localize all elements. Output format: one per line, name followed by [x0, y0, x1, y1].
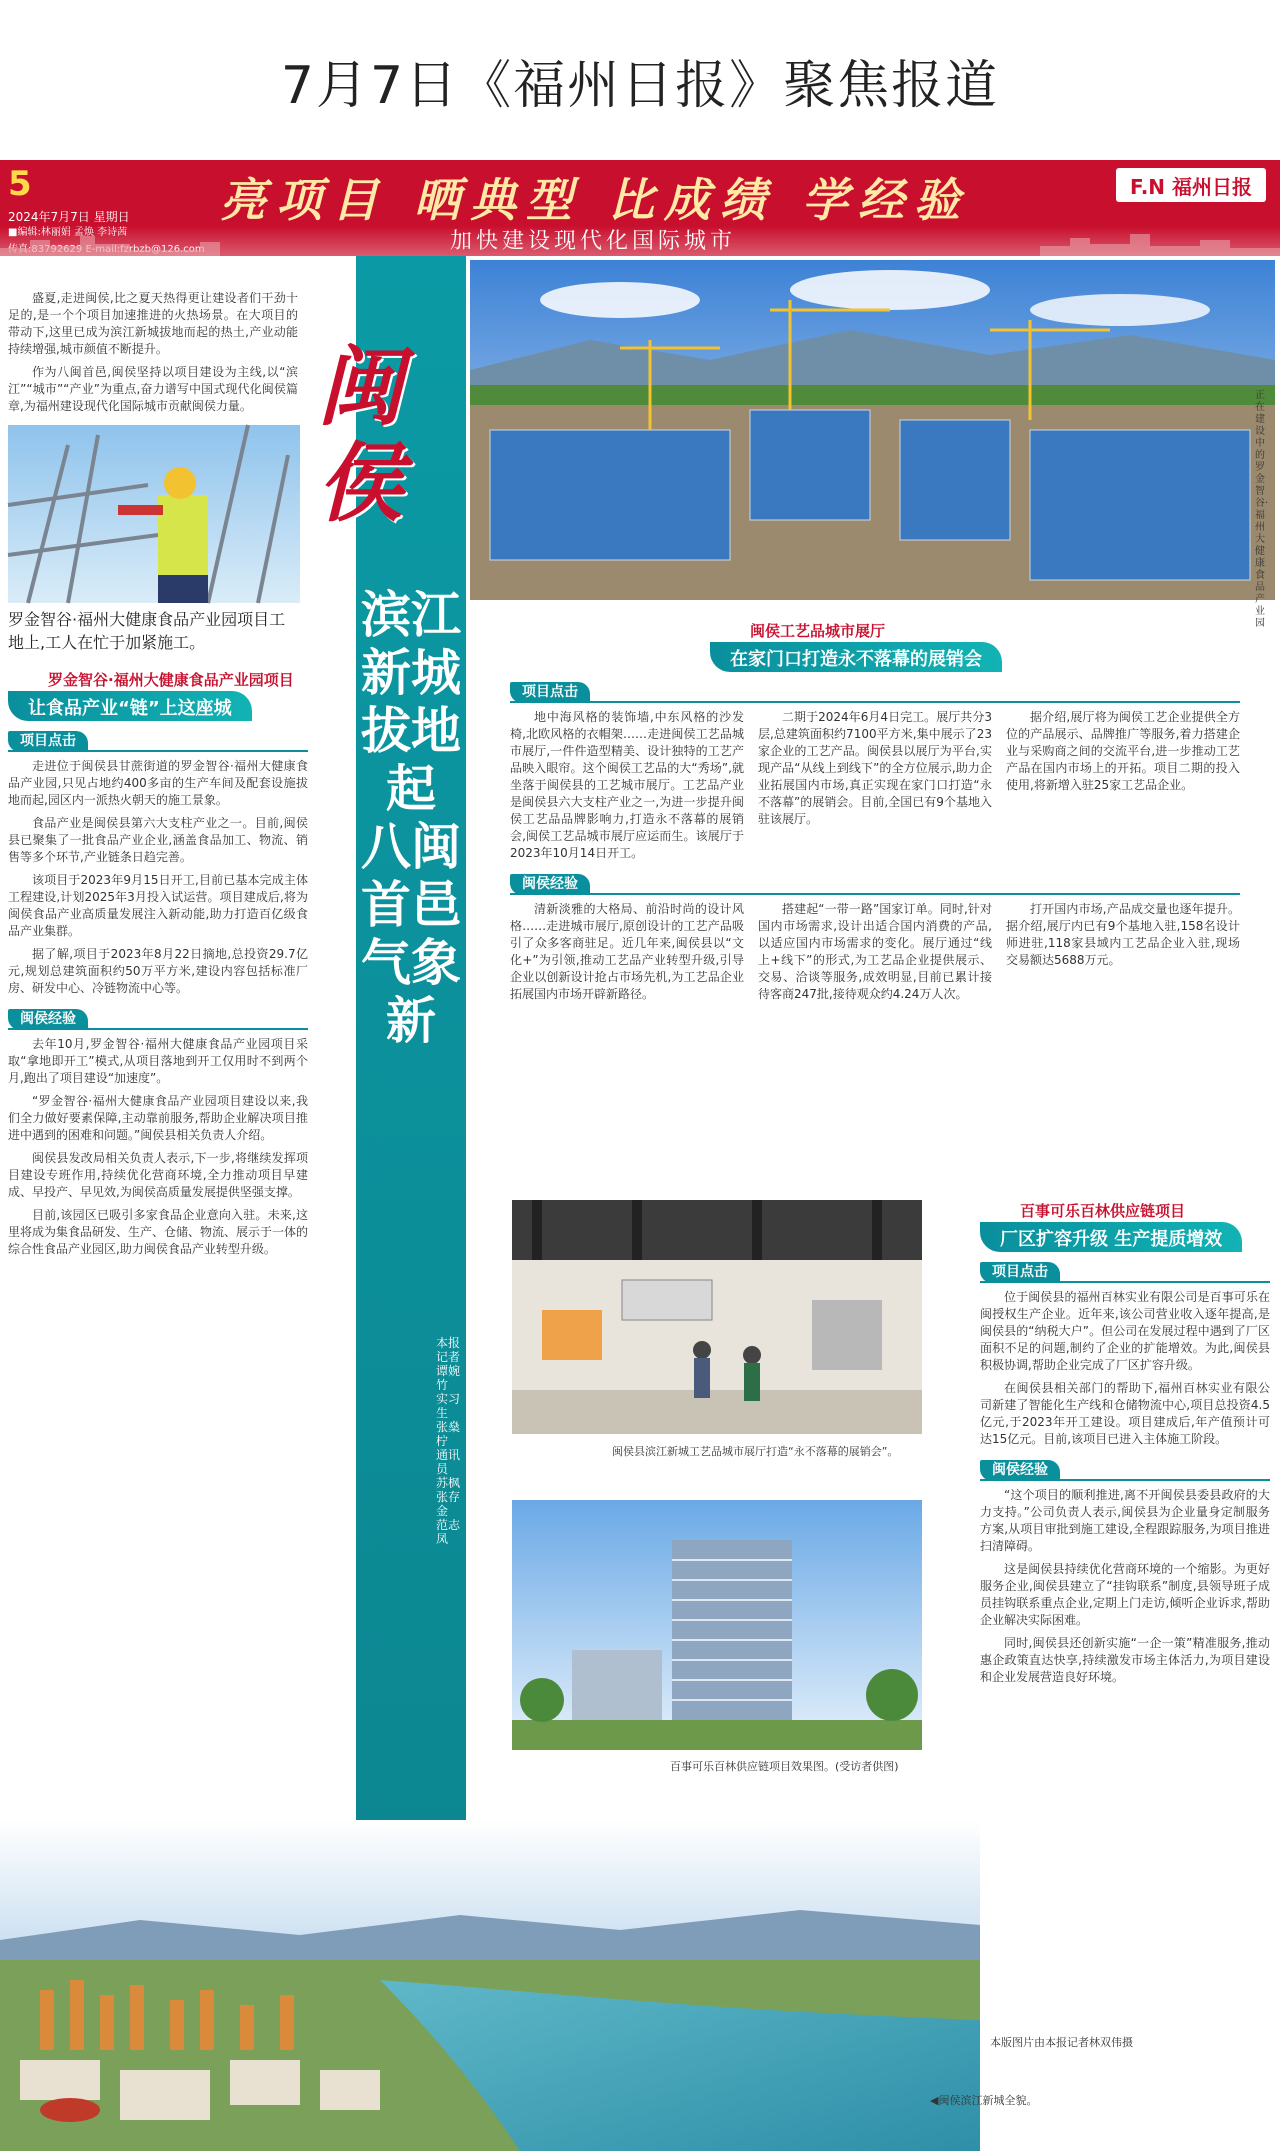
- section3-tag-click: 项目点击: [980, 1262, 1060, 1283]
- section2-paragraph: 清新淡雅的大格局、前沿时尚的设计风格……走进城市展厅,原创设计的工艺产品吸引了众多客商驻足。近几年来,闽侯县以“文化+”为引领,推动工艺品产业转型升级,引导企业以创新设计抢占市场先机,为工艺品企业拓展国内市场开辟新路径。: [510, 902, 744, 1001]
- section2-paragraph: 地中海风格的装饰墙,中东风格的沙发椅,北欧风格的衣帽架……走进闽侯工艺品城市展厅,一件件造型精美、设计独特的工艺产品映入眼帘。这个闽侯工艺品的大“秀场”,就坐落于闽侯县的工艺城市展厅。工艺品产业是闽侯县六大支柱产业之一,为进一步提升闽侯工艺品品牌影响力,打造永不落幕的展销会,闽侯工艺品城市展厅应运而生。该展厅于2023年10月14日开工。: [510, 710, 744, 860]
- section2-columns-a: [510, 709, 1240, 868]
- section2-paragraph: 二期于2024年6月4日完工。展厅共分3层,总建筑面积约7100平方米,集中展示了23家企业的工艺产品。闽侯县以展厅为平台,实现产品“从线上到线下”的全方位展示,助力企业拓展国内市场,真正实现在家门口打造“永不落幕”的展销会。目前,全国已有9个基地入驻该展厅。: [758, 710, 992, 826]
- aerial-city-photo: [0, 1820, 980, 2151]
- showroom-image: [512, 1200, 922, 1434]
- section1-text: [8, 725, 308, 1258]
- worker-photo: [8, 425, 300, 603]
- section2-kicker: 闽侯工艺品城市展厅: [750, 622, 886, 640]
- section2-columns-b: [510, 901, 1240, 1009]
- page-caption: 7月7日《福州日报》聚焦报道: [280, 55, 1000, 116]
- section2-tag-click: 项目点击: [510, 682, 590, 703]
- tag-rule: [510, 701, 1240, 703]
- section3-paragraph: 同时,闽侯县还创新实施“一企一策”精准服务,推动惠企政策直达快享,持续激发市场主体活力,为项目建设和企业发展营造良好环境。: [980, 1636, 1270, 1684]
- section3-paragraph: 位于闽侯县的福州百林实业有限公司是百事可乐在闽授权生产企业。近年来,该公司营业收入逐年提高,是闽侯县的“纳税大户”。但公司在发展过程中遇到了厂区面积不足的问题,制约了企业的扩能增效。为此,闽侯县积极协调,帮助企业完成了厂区扩容升级。: [980, 1290, 1270, 1372]
- worker-photo-image: [8, 425, 300, 603]
- editors: ■编辑:林丽娟 孟焕 李诗茜: [8, 227, 128, 238]
- section1-paragraph: 据了解,项目于2023年8月22日摘地,总投资29.7亿元,规划总建筑面积约50万平方米,建设内容包括标准厂房、研发中心、冷链物流中心等。: [8, 947, 308, 995]
- masthead-subslogan: 加快建设现代化国际城市: [450, 229, 737, 254]
- section1-head: [8, 669, 308, 725]
- section1-paragraph: 走进位于闽侯县甘蔗街道的罗金智谷·福州大健康食品产业园,只见占地约400多亩的生产车间及配套设施拔地而起,园区内一派热火朝天的施工景象。: [8, 759, 308, 807]
- tag-rule: [510, 893, 1240, 895]
- section3-tag-experience: 闽侯经验: [980, 1460, 1060, 1481]
- hero-photo-caption: 正在建设中的罗金智谷·福州大健康食品产业园: [1255, 390, 1269, 629]
- lead-paragraph: 盛夏,走进闽侯,比之夏天热得更让建设者们干劲十足的,是一个个项目加速推进的火热场景。在大项目的带动下,这里已成为滨江新城拔地而起的热土,产业动能持续增强,城市颜值不断提升。: [8, 291, 298, 356]
- main-headline: 滨江新城拔地起 八闽首邑气象新: [361, 586, 461, 1050]
- section2-paragraph: 打开国内市场,产品成交量也逐年提升。据介绍,展厅内已有9个基地入驻,158名设计师进驻,118家县域内工艺品企业入驻,现场交易额达5688万元。: [1006, 902, 1240, 967]
- masthead-skyline-decoration: [0, 226, 1280, 256]
- section3-head: [980, 1200, 1272, 1256]
- section2-paragraph: 据介绍,展厅将为闽侯工艺企业提供全方位的产品展示、品牌推广等服务,着力搭建企业与采购商之间的交流平台,进一步推动工艺产品在国内市场上的开拓。项目二期的投入使用,将新增入驻25家工艺品企业。: [1006, 710, 1240, 792]
- left-column: [8, 270, 308, 1264]
- newspaper-logo: F.N 福州日报: [1116, 168, 1266, 202]
- section3-paragraph: “这个项目的顺利推进,离不开闽侯县委县政府的大力支持。”公司负责人表示,闽侯县为企业量身定制服务方案,从项目审批到施工建设,全程跟踪服务,为项目推进扫清障碍。: [980, 1488, 1270, 1553]
- building-rendering-caption: 百事可乐百林供应链项目效果图。(受访者供图): [670, 1760, 899, 1773]
- lead-text: [8, 290, 298, 415]
- section1-paragraph: 目前,该园区已吸引多家食品企业意向入驻。未来,这里将成为集食品研发、生产、仓储、物流、展示于一体的综合性食品产业园区,助力闽侯食品产业转型升级。: [8, 1208, 309, 1256]
- section2-tag-experience: 闽侯经验: [510, 874, 590, 895]
- section2-banner: 在家门口打造永不落幕的展销会: [710, 642, 1002, 672]
- hero-photo: [470, 260, 1275, 629]
- section3-kicker: 百事可乐百林供应链项目: [1020, 1202, 1186, 1220]
- section3-banner: 厂区扩容升级 生产提质增效: [980, 1222, 1242, 1252]
- newspaper-page: [0, 160, 1280, 2151]
- right-column: [980, 1200, 1272, 1692]
- showroom-photo: [512, 1200, 922, 1434]
- section1-paragraph: 去年10月,罗金智谷·福州大健康食品产业园项目采取“拿地即开工”模式,从项目落地到开工仅用时不到两个月,跑出了项目建设“加速度”。: [8, 1037, 308, 1085]
- building-rendering-photo: [512, 1500, 922, 1750]
- district-title: [305, 337, 455, 640]
- byline: 本报记者 谭婉竹 实习生 张燊柠 通讯员 苏枫 张存金 范志凤: [436, 1336, 461, 1546]
- page-number: 5: [8, 164, 32, 204]
- section3-paragraph: 在闽侯县相关部门的帮助下,福州百林实业有限公司新建了智能化生产线和仓储物流中心,项目总投资4.5亿元,于2023年开工建设。项目建成后,年产值预计可达15亿元。目前,该项目已进入主体施工阶段。: [980, 1381, 1270, 1446]
- photo-credit: 本版图片由本报记者林双伟摄: [990, 2036, 1133, 2049]
- aerial-city-image: [0, 1820, 980, 2151]
- building-rendering-image: [512, 1500, 922, 1750]
- lead-paragraph: 作为八闽首邑,闽侯坚持以项目建设为主线,以“滨江”“城市”“产业”为重点,奋力谱写中国式现代化闽侯篇章,为福州建设现代化国际城市贡献闽侯力量。: [8, 365, 298, 413]
- section1-paragraph: 食品产业是闽侯县第六大支柱产业之一。目前,闽侯县已聚集了一批食品产业企业,涵盖食品加工、物流、销售等多个环节,产业链条日趋完善。: [8, 816, 308, 864]
- worker-photo-caption: 罗金智谷·福州大健康食品产业园项目工地上,工人在忙于加紧施工。: [8, 610, 286, 652]
- middle-section: [470, 600, 1240, 1009]
- section1-tag-click: 项目点击: [8, 731, 88, 752]
- showroom-photo-caption: 闽侯县滨江新城工艺品城市展厅打造“永不落幕的展销会”。: [612, 1445, 899, 1458]
- masthead-slogan: 亮项目 晒典型 比成绩 学经验: [220, 173, 971, 227]
- section3-text: [980, 1256, 1270, 1686]
- section2-head: [710, 620, 1240, 676]
- section1-kicker: 罗金智谷·福州大健康食品产业园项目: [48, 671, 294, 689]
- section1-tag-experience: 闽侯经验: [8, 1009, 88, 1030]
- aerial-photo-caption: ◀闽侯滨江新城全貌。: [930, 2094, 1038, 2107]
- district-name: 闽侯: [317, 337, 403, 534]
- section1-banner: 让食品产业“链”上这座城: [8, 691, 252, 721]
- section1-paragraph: 闽侯县发改局相关负责人表示,下一步,将继续发挥项目建设专班作用,持续优化营商环境,全力推动项目早建成、早投产、早见效,为闽侯高质量发展提供坚强支撑。: [8, 1151, 308, 1199]
- section2-text: [510, 676, 1240, 1009]
- section1-paragraph: 该项目于2023年9月15日开工,目前已基本完成主体工程建设,计划2025年3月投入试运营。项目建成后,将为闽侯食品产业高质量发展注入新动能,助力打造百亿级食品产业集群。: [8, 873, 308, 938]
- section2-paragraph: 搭建起“一带一路”国家订单。同时,针对国内市场需求,设计出适合国内消费的产品,以适应国内市场需求的变化。展厅通过“线上+线下”的形式,为工艺品企业提供展示、交易、洽谈等服务,成效明显,目前已累计接待客商247批,接待观众约4.24万人次。: [758, 902, 992, 1001]
- issue-date: 2024年7月7日 星期日: [8, 210, 130, 224]
- section3-paragraph: 这是闽侯县持续优化营商环境的一个缩影。为更好服务企业,闽侯县建立了“挂钩联系”制度,县领导班子成员挂钩联系重点企业,定期上门走访,倾听企业诉求,帮助企业解决实际困难。: [980, 1562, 1270, 1627]
- construction-site-image: [470, 260, 1275, 600]
- masthead: [0, 160, 1280, 256]
- section1-paragraph: “罗金智谷·福州大健康食品产业园项目建设以来,我们全力做好要素保障,主动靠前服务,帮助企业解决项目推进中遇到的困难和问题。”闽侯县相关负责人介绍。: [8, 1094, 308, 1142]
